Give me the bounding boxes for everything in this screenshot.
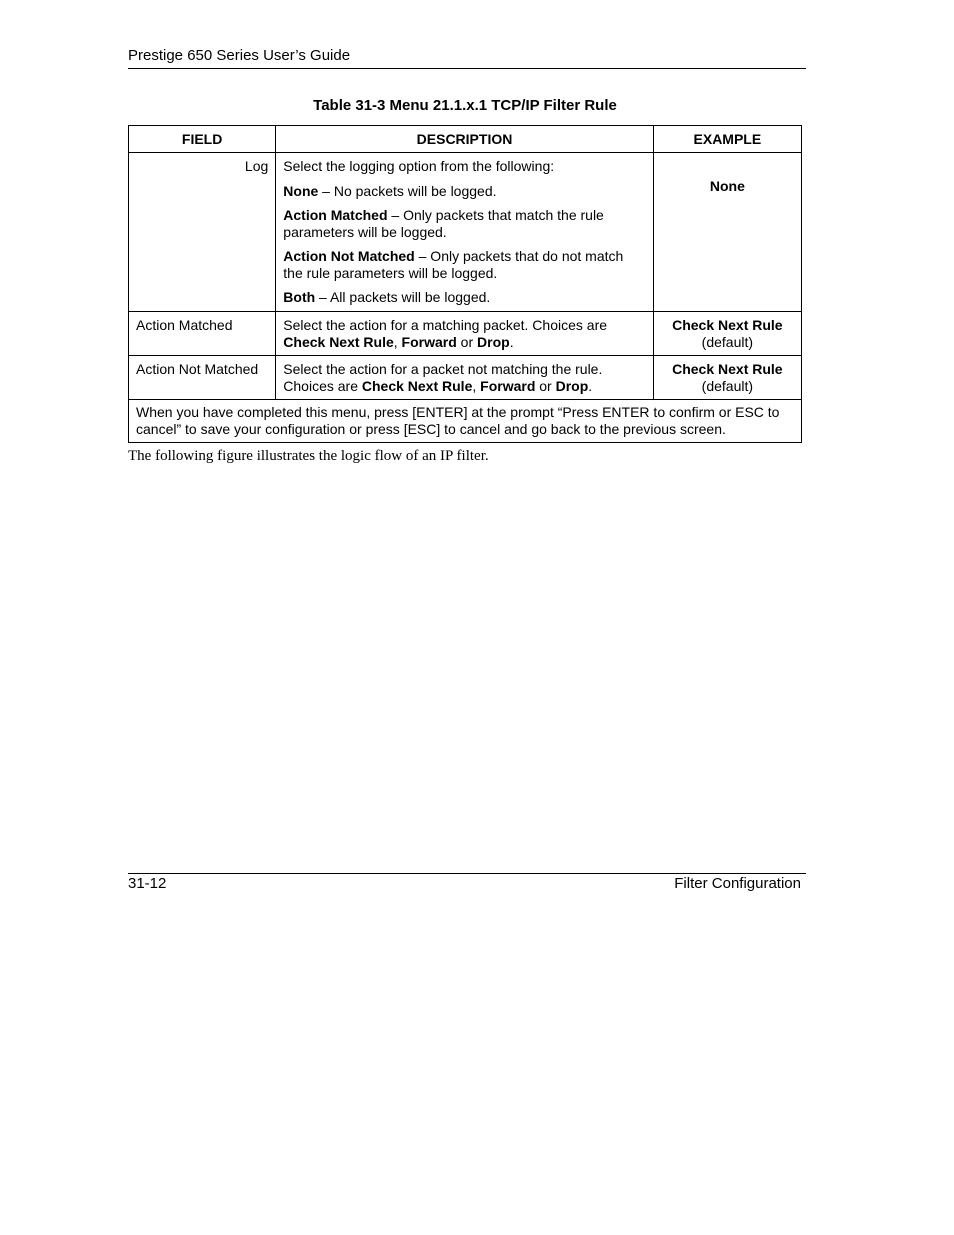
table-row-action-matched <box>129 312 802 356</box>
log-option-both <box>283 289 645 306</box>
description-cell <box>276 312 653 356</box>
column-header-description: DESCRIPTION <box>276 126 653 153</box>
option-term: Both <box>283 289 316 305</box>
field-cell <box>129 312 276 356</box>
header-divider <box>128 68 806 69</box>
field-cell <box>129 153 276 312</box>
option-text: – Only packets that do not match the rule parameters will be logged. <box>283 248 624 281</box>
field-label-action-not-matched: Action Not Matched <box>136 361 259 377</box>
body-paragraph: The following figure illustrates the logic flow of an IP filter. <box>128 448 489 464</box>
field-label-action-matched: Action Matched <box>136 317 233 333</box>
example-value-action-matched: Check Next Rule <box>672 317 783 333</box>
table-caption: Table 31-3 Menu 21.1.x.1 TCP/IP Filter Rule <box>313 97 617 114</box>
example-note: (default) <box>701 333 754 350</box>
table-row-action-not-matched <box>129 356 802 400</box>
footer-note-cell <box>129 400 802 443</box>
footer-divider <box>128 873 806 874</box>
description-action-not-matched: Select the action for a packet not matching the rule. Choices are Check Next Rule, Forward or Drop. <box>283 361 603 394</box>
description-cell <box>276 153 653 312</box>
field-label-log: Log <box>244 158 269 174</box>
log-option-action-not-matched <box>283 248 645 281</box>
option-text: – No packets will be logged. <box>318 182 497 199</box>
option-term: Action Matched <box>283 207 388 223</box>
option-term: Action Not Matched <box>283 248 415 264</box>
option-text: – Only packets that match the rule parameters will be logged. <box>283 207 604 240</box>
log-option-none <box>283 183 645 200</box>
example-note: (default) <box>701 377 754 394</box>
filter-rule-table <box>128 125 802 443</box>
page-number: 31-12 <box>128 875 167 892</box>
option-text: – All packets will be logged. <box>315 289 491 305</box>
page-header-title: Prestige 650 Series User’s Guide <box>128 47 351 64</box>
column-header-example: EXAMPLE <box>653 126 801 153</box>
option-term: None <box>283 182 319 199</box>
example-cell <box>653 312 801 356</box>
example-cell <box>653 153 801 312</box>
section-name: Filter Configuration <box>674 875 801 892</box>
example-value-action-not-matched: Check Next Rule <box>672 361 783 377</box>
table-row-footer-note <box>129 400 802 443</box>
field-cell <box>129 356 276 400</box>
table-row-log <box>129 153 802 312</box>
example-cell <box>653 356 801 400</box>
table-header-row <box>129 126 802 153</box>
table-footer-note: When you have completed this menu, press [ENTER] at the prompt “Press ENTER to confirm or ESC to cancel” to save your configuration or press [ESC] to cancel and go back to the previous screen. <box>136 404 780 437</box>
log-option-action-matched <box>283 207 645 240</box>
log-intro: Select the logging option from the following: <box>283 158 555 174</box>
description-action-matched: Select the action for a matching packet. Choices are Check Next Rule, Forward or Drop. <box>283 317 608 350</box>
example-value-log: None <box>709 178 745 194</box>
column-header-field: FIELD <box>129 126 276 153</box>
description-cell <box>276 356 653 400</box>
